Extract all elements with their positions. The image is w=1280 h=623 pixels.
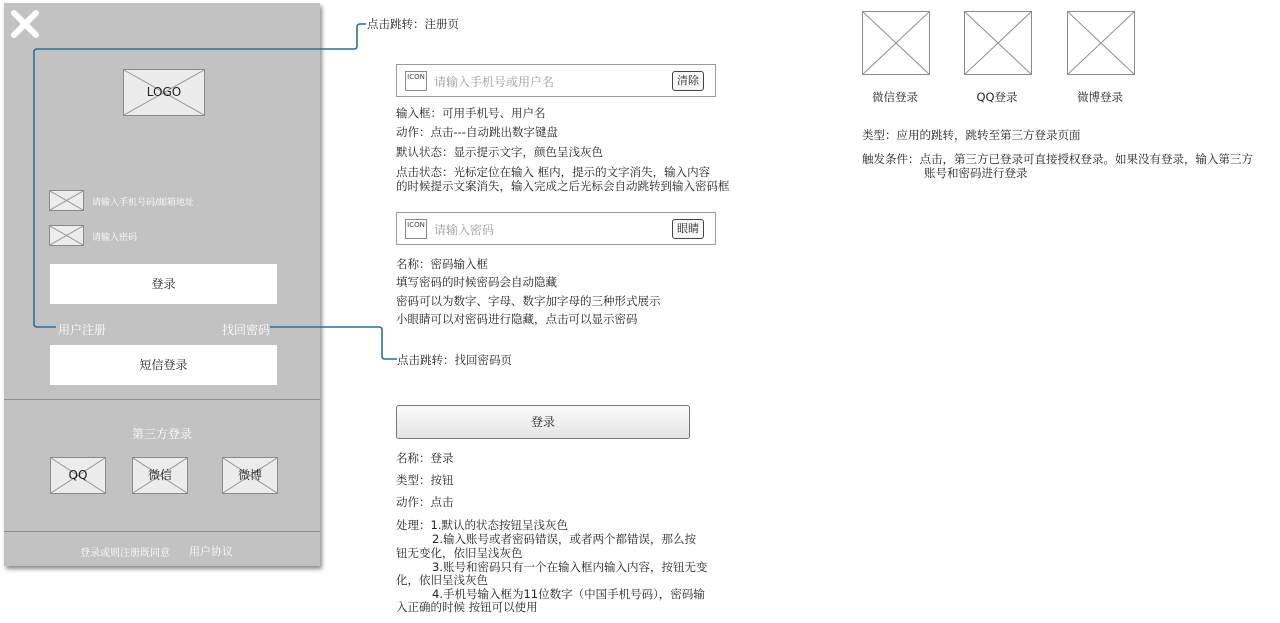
footer-divider bbox=[4, 531, 320, 532]
third-party-trigger-note-2: 账号和密码进行登录 bbox=[924, 166, 1028, 180]
wechat-icon-placeholder bbox=[862, 11, 930, 75]
eye-button[interactable]: 眼睛 bbox=[672, 219, 704, 239]
note-line: 动作：点击---自动跳出数字键盘 bbox=[396, 125, 558, 139]
field-icon: ICON bbox=[405, 219, 427, 239]
third-party-trigger-note: 触发条件：点击，第三方已登录可直接授权登录。如果没有登录，输入第三方 bbox=[862, 152, 1253, 166]
logo-text: LOGO bbox=[146, 85, 182, 99]
register-jump-annotation: 点击跳转：注册页 bbox=[367, 17, 459, 31]
weibo-icon-placeholder bbox=[1067, 11, 1135, 75]
password-field-sample[interactable] bbox=[396, 212, 716, 245]
qq-login-caption: QQ登录 bbox=[976, 90, 1018, 104]
weibo-login-caption: 微博登录 bbox=[1077, 90, 1123, 104]
agreement-prefix: 登录或则注册既同意 bbox=[80, 548, 170, 559]
forgot-password-link[interactable]: 找回密码 bbox=[222, 323, 271, 337]
note-line: 填写密码的时候密码会自动隐藏 bbox=[396, 275, 557, 289]
note-line: 的时候提示文案消失，输入完成之后光标会自动跳转到输入密码框 bbox=[396, 179, 730, 193]
phone-mockup bbox=[4, 3, 320, 566]
qq-icon-placeholder bbox=[964, 11, 1032, 75]
wechat-login-caption: 微信登录 bbox=[872, 90, 918, 104]
username-field-sample[interactable] bbox=[396, 64, 716, 97]
note-line: 点击状态：光标定位在输入 框内，提示的文字消失，输入内容 bbox=[396, 165, 711, 179]
note-line: 类型：按钮 bbox=[396, 473, 454, 487]
qq-label: QQ bbox=[68, 468, 88, 482]
note-line: 密码可以为数字、字母、数字加字母的三种形式展示 bbox=[396, 294, 661, 308]
phone-input-icon bbox=[49, 190, 84, 211]
register-link[interactable]: 用户注册 bbox=[58, 323, 107, 337]
username-placeholder: 请输入手机号或用户名 bbox=[434, 75, 555, 89]
note-line: 化，依旧呈浅灰色 bbox=[396, 573, 488, 587]
clear-button[interactable]: 清除 bbox=[672, 71, 704, 91]
weibo-login-button[interactable] bbox=[222, 457, 278, 494]
forgot-jump-annotation: 点击跳转：找回密码页 bbox=[397, 353, 512, 367]
note-line: 2.输入账号或者密码错误，或者两个都错误，那么按 bbox=[432, 532, 696, 546]
weibo-label: 微博 bbox=[237, 468, 262, 482]
qq-login-button[interactable] bbox=[50, 457, 106, 494]
note-line: 3.账号和密码只有一个在输入框内输入内容，按钮无变 bbox=[432, 560, 708, 574]
close-icon[interactable] bbox=[10, 9, 40, 39]
third-party-type-note: 类型：应用的跳转，跳转至第三方登录页面 bbox=[862, 128, 1081, 142]
wechat-label: 微信 bbox=[147, 468, 172, 482]
password-placeholder: 请输入密码 bbox=[434, 223, 495, 237]
agreement-link[interactable]: 用户协议 bbox=[189, 545, 233, 558]
wechat-login-button[interactable] bbox=[132, 457, 188, 494]
note-line: 默认状态：显示提示文字，颜色呈浅灰色 bbox=[396, 145, 603, 159]
note-line: 处理：1.默认的状态按钮呈浅灰色 bbox=[396, 518, 568, 532]
field-icon: ICON bbox=[405, 71, 427, 91]
logo-placeholder bbox=[123, 69, 205, 116]
note-line: 入正确的时候 按钮可以使用 bbox=[396, 600, 538, 614]
sms-login-button[interactable]: 短信登录 bbox=[50, 345, 277, 385]
login-button[interactable]: 登录 bbox=[50, 264, 277, 304]
password-input-icon bbox=[49, 225, 84, 246]
phone-input[interactable]: 请输入手机号码/邮箱地址 bbox=[92, 198, 195, 208]
login-button-sample[interactable]: 登录 bbox=[396, 405, 690, 439]
note-line: 名称：登录 bbox=[396, 451, 454, 465]
note-line: 4.手机号输入框为11位数字（中国手机号码），密码输 bbox=[432, 587, 705, 601]
note-line: 钮无变化，依旧呈浅灰色 bbox=[396, 546, 523, 560]
divider bbox=[4, 399, 320, 400]
third-party-title: 第三方登录 bbox=[131, 427, 192, 441]
note-line: 名称：密码输入框 bbox=[396, 257, 488, 271]
note-line: 小眼睛可以对密码进行隐藏，点击可以显示密码 bbox=[396, 312, 638, 326]
note-line: 输入框：可用手机号、用户名 bbox=[396, 106, 546, 120]
note-line: 动作：点击 bbox=[396, 495, 454, 509]
password-input[interactable]: 请输入密码 bbox=[92, 233, 138, 243]
